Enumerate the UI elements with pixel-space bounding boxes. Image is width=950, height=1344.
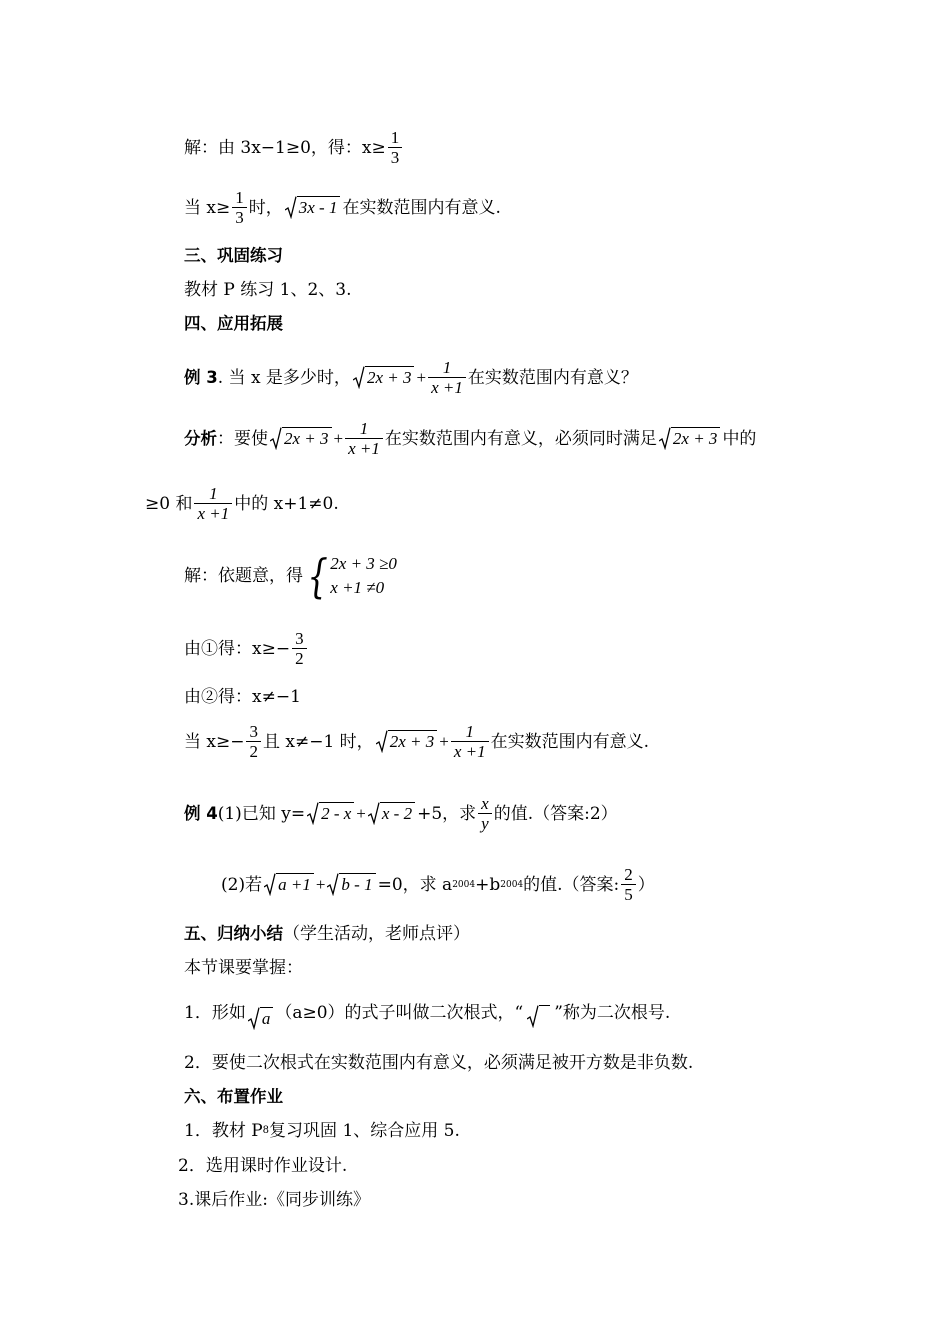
analysis-line-2	[145, 484, 339, 523]
square-root: 2x + 3	[270, 427, 332, 450]
text: 的值.（答案:2）	[493, 803, 618, 824]
text: 在实数范围内有意义.	[490, 731, 649, 752]
square-root: 3x - 1	[285, 196, 341, 219]
square-root: x - 2	[368, 802, 415, 825]
analysis-line-1	[184, 419, 756, 458]
inequality-1: 2x + 3 ≥0	[330, 554, 397, 573]
section-heading-4: 四、应用拓展	[184, 314, 283, 333]
example-label: 例 4	[184, 803, 218, 823]
square-root: a +1	[264, 873, 314, 896]
example-3	[184, 358, 638, 397]
plus-sign: +	[356, 803, 366, 823]
paragraph: 教材 P 练习 1、2、3.	[184, 280, 352, 300]
text: 且 x≠−1 时，	[262, 731, 374, 752]
text: （学生活动，老师点评）	[283, 924, 470, 944]
heading-label: 五、归纳小结	[184, 924, 283, 943]
example-4-part-2: (2)若 a +1 + b - 1 =0，求 a 2004 +b 2004 的值.（答案: $\frac{2}{5}$ ）	[221, 865, 655, 904]
fraction: $\frac{1}{3}$	[232, 188, 247, 227]
text: 中的 x+1≠0.	[234, 493, 339, 514]
text: ≥0 和	[145, 493, 193, 514]
text: ”称为二次根号.	[554, 1002, 671, 1023]
fraction: $\frac{1}{x +1}$	[428, 358, 466, 397]
text: +5，求	[417, 803, 477, 824]
fraction: $\frac{1}{3}$	[388, 128, 403, 167]
text: 1．教材 P	[184, 1121, 263, 1141]
square-root: 2 - x	[307, 802, 354, 825]
text: +b	[475, 874, 501, 895]
text: 解：依题意，得	[184, 566, 303, 586]
square-root: 2x + 3	[353, 366, 415, 389]
homework-2: 2．选用课时作业设计.	[178, 1156, 348, 1176]
text: ：要使	[217, 428, 268, 449]
solution-line-2	[184, 188, 501, 227]
text: ）	[637, 874, 655, 895]
section-heading-3: 三、巩固练习	[184, 246, 283, 265]
fraction: $\frac{1}{x +1}$	[451, 722, 489, 761]
example-label: 例 3	[184, 367, 218, 387]
text: 当 x≥−	[184, 731, 245, 752]
text: (1)已知 y=	[217, 803, 306, 824]
solution-system	[184, 549, 397, 603]
text: 在实数范围内有意义？	[467, 367, 638, 388]
text: . 当 x 是多少时，	[217, 367, 351, 388]
square-root: a	[248, 1007, 274, 1030]
step-1	[184, 629, 309, 668]
fraction: $\frac{3}{2}$	[246, 722, 261, 761]
text: 解：由 3x−1≥0，得：x≥	[184, 137, 386, 158]
fraction: $\frac{x}{y}$	[478, 794, 492, 833]
text: (2)若	[221, 874, 263, 895]
text: 复习巩固 1、综合应用 5.	[269, 1121, 460, 1141]
square-root: 2x + 3	[376, 730, 438, 753]
text: 在实数范围内有意义，必须同时满足	[384, 428, 657, 449]
fraction: $\frac{1}{x +1}$	[345, 419, 383, 458]
section-heading-6: 六、布置作业	[184, 1087, 283, 1106]
plus-sign: +	[333, 428, 344, 448]
radical-symbol	[527, 1005, 550, 1028]
example-4	[184, 794, 618, 833]
plus-sign: +	[315, 874, 326, 894]
text: 1．形如	[184, 1002, 246, 1023]
text: 当 x≥	[184, 197, 231, 218]
homework-1: 1．教材 P 8 复习巩固 1、综合应用 5.	[184, 1121, 460, 1141]
section-heading-5	[184, 923, 470, 945]
solution-line-1	[184, 128, 404, 167]
fraction: $\frac{1}{x +1}$	[194, 484, 232, 523]
fraction: $\frac{3}{2}$	[292, 629, 307, 668]
square-root: b - 1	[327, 873, 375, 896]
analysis-label: 分析	[184, 428, 217, 448]
text: 中的	[722, 428, 757, 449]
fraction: $\frac{2}{5}$	[621, 865, 636, 904]
plus-sign: +	[439, 731, 449, 751]
text: 时，	[248, 197, 283, 218]
left-brace: {	[307, 549, 328, 603]
paragraph: 本节课要掌握：	[184, 958, 303, 978]
equation-system	[303, 549, 397, 603]
square-root: 2x + 3	[659, 427, 721, 450]
text: （a≥0）的式子叫做二次根式，“	[275, 1002, 524, 1023]
text: 的值.（答案:	[523, 874, 620, 895]
step-3	[184, 722, 649, 761]
text: 由①得：x≥−	[184, 638, 291, 659]
plus-sign: +	[416, 367, 427, 387]
inequality-2: x +1 ≠0	[330, 578, 385, 597]
text: 在实数范围内有意义.	[342, 197, 501, 218]
homework-3: 3.课后作业:《同步训练》	[178, 1190, 370, 1210]
summary-point-1	[184, 995, 670, 1030]
step-2: 由②得：x≠−1	[184, 687, 301, 707]
text: =0，求 a	[377, 874, 453, 895]
summary-point-2: 2．要使二次根式在实数范围内有意义，必须满足被开方数是非负数.	[184, 1053, 694, 1073]
